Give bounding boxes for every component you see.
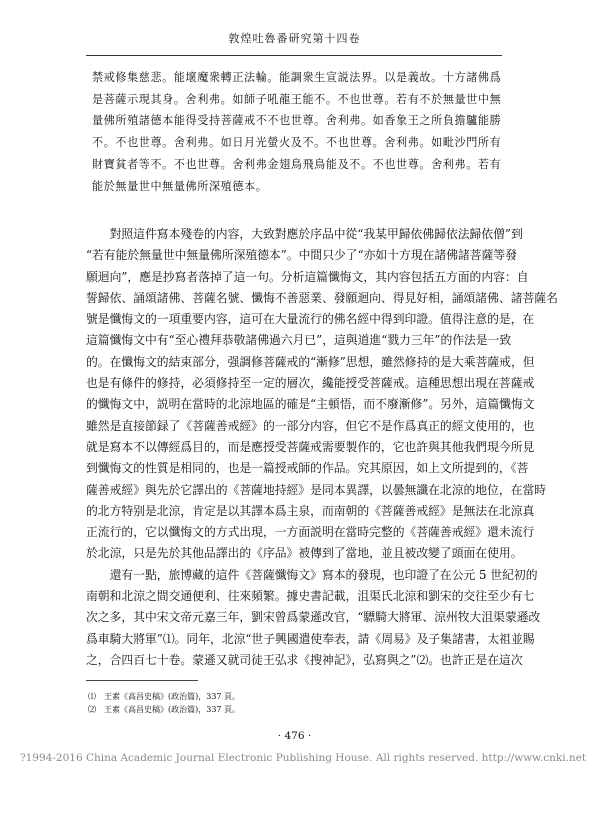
footnote: ⑴ 王素《高昌史稿》(政治篇)，337 頁。 (88, 692, 241, 701)
header-divider (86, 55, 502, 56)
body-line: 於北涼，只是先於其他品譯出的《序品》被傳到了當地，並且被改變了頭面在使用。 (86, 546, 523, 561)
body-line: 號是懺悔文的一項重要内容，這可在大量流行的佛名經中得到印證。值得注意的是，在 (86, 312, 535, 327)
footnote-divider (86, 680, 198, 681)
body-line: 的北方特别是北涼，肯定是以其譯本爲主泉，而南朝的《菩薩善戒經》是無法在北涼真 (86, 503, 535, 518)
copyright-watermark: ?1994-2016 China Academic Journal Electronic Publishing House. All rights reserved. http://www.cnki.net (20, 752, 587, 764)
quote-line: 是菩薩示現其身。舍利弗。如師子吼龍王能不。不也世尊。若有不於無量世中無 (92, 92, 502, 106)
body-line: 就是寫本不以傳經爲目的，而是應授受菩薩戒需要製作的，它也許與其他我們現今所見 (86, 439, 535, 454)
footnote: ⑵ 王素《高昌史稿》(政治篇)，337 頁。 (88, 705, 241, 714)
body-line: 對照這件寫本殘卷的内容，大致對應於序品中從“我某甲歸依佛歸依法歸依僧”到 (86, 227, 523, 241)
quote-line: 能於無量世中無量佛所深殖德本。 (92, 179, 268, 193)
sutra-quotation (92, 67, 504, 197)
quote-line: 不。不也世尊。舍利弗。如日月光螢火及不。不也世尊。舍利弗。如毗沙門所有 (92, 136, 502, 150)
body-line: 薩善戒經》與先於它譯出的《菩薩地持經》是同本異譯，以曇無讖在北涼的地位，在當時 (86, 482, 547, 497)
body-line: 之，合四百七十卷。蒙遜又就司徒王弘求《搜神記》，弘寫與之”⑵。也許正是在這次 (86, 652, 523, 667)
body-line: 到懺悔文的性質是相同的，也是一篇授戒師的作品。究其原因，如上文所提到的，《菩 (86, 461, 529, 476)
body-line: 的。在懺悔文的結束部分，强調修菩薩戒的“漸修”思想，雖然修持的是大乘菩薩戒，但 (86, 354, 535, 369)
running-header: 敦煌吐魯番研究第十四卷 (228, 32, 361, 45)
body-line: “若有能於無量世中無量佛所深殖德本”。中間只少了“亦如十方現在諸佛諸菩薩等發 (86, 248, 517, 263)
body-line: 誓歸依、誦頌諸佛、菩薩名號、懺悔不善惡業、發願迴向、得見好相，誦頌諸佛、諸菩薩名 (86, 290, 558, 305)
quote-line: 量佛所殖諸德本能得受持菩薩戒不不也世尊。舍利弗。如香象王之所負擔驢能勝 (92, 114, 502, 128)
body-line: 的懺悔文中，説明在當時的北涼地區的確是“主頓悟，而不廢漸修”。另外，這篇懺悔文 (86, 397, 535, 412)
quote-line: 禁戒修集慈悲。能壞魔衆轉正法輪。能調衆生宣説法界。以是義故。十方諸佛爲 (92, 71, 502, 84)
body-line: 正流行的，它以懺悔文的方式出現，一方面説明在當時完整的《菩薩善戒經》還未流行 (86, 525, 535, 540)
body-text (86, 224, 558, 671)
body-line: 雖然是直接節録了《菩薩善戒經》的一部分内容，但它不是作爲真正的經文使用的，也 (86, 418, 535, 433)
quote-line: 財寶貧者等不。不也世尊。舍利弗金翅鳥飛鳥能及不。不也世尊。舍利弗。若有 (92, 157, 502, 171)
body-line: 也是有條件的修持，必須修持至一定的層次，纔能授受菩薩戒。這種思想出現在菩薩戒 (86, 376, 535, 391)
body-line: 次之多，其中宋文帝元嘉三年，劉宋曾爲蒙遜改官，“驃騎大將軍、涼州牧大沮渠蒙遜改 (86, 610, 541, 625)
body-line: 還有一點，旅博藏的這件《菩薩懺悔文》寫本的發現，也印證了在公元 5 世紀初的 (86, 567, 538, 582)
body-line: 願迴向”，應是抄寫者落掉了這一句。分析這篇懺悔文，其内容包括五方面的内容：自 (86, 269, 529, 284)
body-line: 南朝和北涼之間交通便利、往來頻繁。據史書記載，沮渠氏北涼和劉宋的交往至少有七 (86, 589, 535, 604)
body-line: 這篇懺悔文中有“至心禮拜恭敬諸佛過六月已”，這與道進“戮力三年”的作法是一致 (86, 333, 512, 348)
page-number: · 476 · (277, 730, 312, 742)
footnotes (88, 690, 240, 716)
body-line: 爲車騎大將軍”⑴。同年，北涼“世子興國遣使奉表，請《周易》及子集諸書，太祖並賜 (86, 631, 535, 646)
